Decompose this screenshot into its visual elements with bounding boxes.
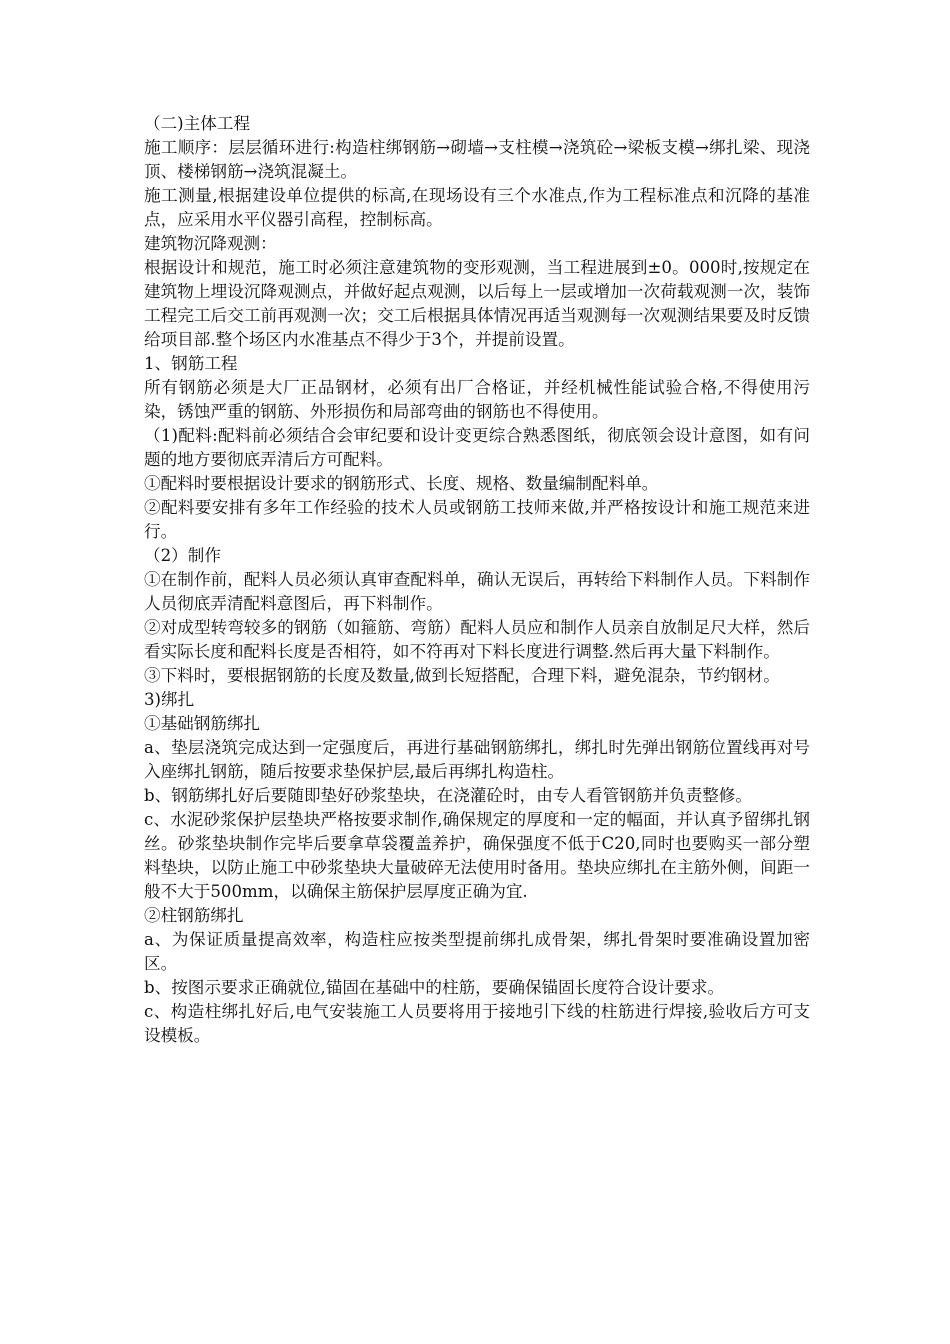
subheading-foundation-rebar-binding: ①基础钢筋绑扎	[144, 714, 261, 733]
list-item-fabrication-2: ②对成型转弯较多的钢筋（如箍筋、弯筋）配料人员应和制作人员亲自放制足尺大样，然后看实际长度和配料长度是否相符，如不符再对下料长度进行调整.然后再大量下料制作。	[144, 618, 810, 661]
section-heading-main-structure: （二)主体工程	[144, 114, 251, 133]
paragraph-settlement-observation: 根据设计和规范，施工时必须注意建筑物的变形观测，当工程进展到±0。000时,按规定在建筑物上埋设沉降观测点，并做好起点观测，以后每上一层或增加一次荷载观测一次，装饰工程完工后交工前再观测一次；交工后根据具体情况再适当观测每一次观测结果要及时反馈给项目部.整个场区内水准基点不得少于3个，并提前设置。	[144, 258, 810, 349]
list-item-foundation-b: b、钢筋绑扎好后要随即垫好砂浆垫块，在浇灌砼时，由专人看管钢筋并负责整修。	[144, 786, 752, 805]
list-item-column-b: b、按图示要求正确就位,锚固在基础中的柱筋，要确保锚固长度符合设计要求。	[144, 978, 725, 997]
list-item-foundation-a: a、垫层浇筑完成达到一定强度后，再进行基础钢筋绑扎，绑扎时先弹出钢筋位置线再对号入座绑扎钢筋，随后按要求垫保护层,最后再绑扎构造柱。	[144, 738, 810, 781]
list-item-foundation-c: c、水泥砂浆保护层垫块严格按要求制作,确保规定的厚度和一定的幅面，并认真予留绑扎钢丝。砂浆垫块制作完毕后要拿草袋覆盖养护，确保强度不低于C20,同时也要购买一部分塑料垫块，以防止施工中砂浆垫块大量破碎无法使用时备用。垫块应绑扎在主筋外侧，间距一般不大于500mm，以确保主筋保护层厚度正确为宜.	[144, 810, 810, 901]
list-item-fabrication-1: ①在制作前，配料人员必须认真审查配料单，确认无误后，再转给下料制作人员。下料制作人员彻底弄清配料意图后，再下料制作。	[144, 570, 810, 613]
list-item-column-a: a、为保证质量提高效率，构造柱应按类型提前绑扎成骨架，绑扎骨架时要准确设置加密区。	[144, 930, 810, 973]
list-item-fabrication-3: ③下料时，要根据钢筋的长度及数量,做到长短搭配，合理下料，避免混杂，节约钢材。	[144, 666, 780, 685]
list-item-column-c: c、构造柱绑扎好后,电气安装施工人员要将用于接地引下线的柱筋进行焊接,验收后方可支设模板。	[144, 1002, 810, 1045]
paragraph-batching: （1)配料:配料前必须结合会审纪要和设计变更综合熟悉图纸，彻底领会设计意图，如有问题的地方要彻底弄清后方可配料。	[144, 426, 810, 469]
paragraph-rebar-materials: 所有钢筋必须是大厂正品钢材，必须有出厂合格证，并经机械性能试验合格,不得使用污染，锈蚀严重的钢筋、外形损伤和局部弯曲的钢筋也不得使用。	[144, 378, 810, 421]
paragraph-construction-sequence: 施工顺序：层层循环进行:构造柱绑钢筋→砌墙→支柱模→浇筑砼→梁板支模→绑扎梁、现浇顶、楼梯钢筋→浇筑混凝土。	[144, 138, 810, 181]
section-heading-rebar-work: 1、钢筋工程	[144, 354, 238, 373]
list-item-batching-2: ②配料要安排有多年工作经验的技术人员或钢筋工技师来做,并严格按设计和施工规范来进行。	[144, 498, 810, 541]
subheading-settlement-observation: 建筑物沉降观测：	[144, 234, 277, 253]
document-page	[144, 112, 810, 1048]
subheading-fabrication: （2）制作	[144, 546, 221, 565]
list-item-batching-1: ①配料时要根据设计要求的钢筋形式、长度、规格、数量编制配料单。	[144, 474, 659, 493]
subheading-binding: 3)绑扎	[144, 690, 195, 709]
paragraph-construction-survey: 施工测量,根据建设单位提供的标高,在现场设有三个水准点,作为工程标准点和沉降的基准点，应采用水平仪器引高程，控制标高。	[144, 186, 810, 229]
subheading-column-rebar-binding: ②柱钢筋绑扎	[144, 906, 244, 925]
